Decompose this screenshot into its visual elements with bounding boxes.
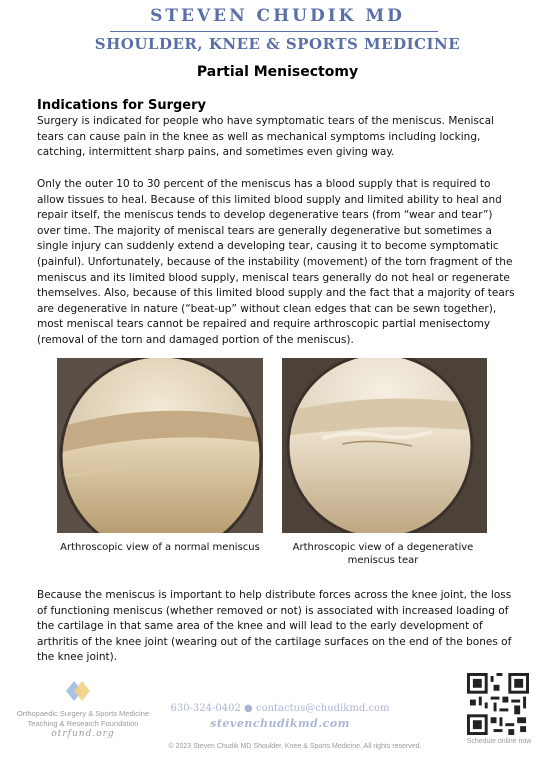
- section-heading: Indications for Surgery: [37, 98, 207, 113]
- website-link[interactable]: stevenchudikmd.com: [210, 717, 350, 730]
- degenerative-meniscus-tear-image: [282, 358, 487, 533]
- foundation-name-line2: Teaching & Research Foundation: [27, 719, 139, 728]
- contact-line: [165, 703, 395, 714]
- page-title: Partial Menisectomy: [196, 64, 359, 80]
- phone-number[interactable]: 630-324-0402: [170, 703, 241, 714]
- email-link[interactable]: contactus@chudikmd.com: [255, 703, 390, 714]
- qr-code-label: Schedule online now: [466, 738, 532, 745]
- separator-dot-icon: ●: [244, 703, 253, 714]
- header-name: STEVEN CHUDIK MD: [150, 6, 405, 26]
- figure-caption-normal: Arthroscopic view of a normal meniscus: [60, 542, 260, 553]
- foundation-name-line1: Orthopaedic Surgery & Sports Medicine: [16, 709, 150, 718]
- foundation-logo: [58, 676, 98, 706]
- qr-code-icon[interactable]: [467, 673, 529, 735]
- normal-meniscus-image: [57, 358, 263, 533]
- paragraph-blood-supply: Only the outer 10 to 30 percent of the meniscus has a blood supply that is required to allow tissues to heal. Because of this limited blood supply and limited ability to heal and repair itself, the meniscus tends to develop degenerative tears (from “wear and tear”) over time. The majority of meniscal tears are generally degenerative but sometimes a single injury can suddenly extend a developing tear, causing it to become symptomatic (painful). Unfortunately, because of the instability (movement) of the torn fragment of the meniscus and its limited blood supply, meniscal tears generally do not heal or regenerate themselves. Also, because of this limited blood supply and the fact that a majority of tears are degenerative in nature (“beat-up” without clean edges that can be sewn together), most meniscal tears cannot be repaired and require arthroscopic partial menisectomy (removal of the torn and damaged portion of the meniscus).: [37, 178, 515, 346]
- figure-caption-degenerative: Arthroscopic view of a degenerative meniscus tear: [292, 542, 474, 566]
- header-divider: [110, 31, 438, 32]
- header-subtitle: SHOULDER, KNEE & SPORTS MEDICINE: [94, 35, 461, 53]
- paragraph-indications: Surgery is indicated for people who have symptomatic tears of the meniscus. Meniscal tears can cause pain in the knee as well as mechanical symptoms including locking, catching, intermittent sharp pains, and sometimes even giving way.: [37, 115, 495, 159]
- paragraph-arthritis-risk: Because the meniscus is important to help distribute forces across the knee joint, the loss of functioning meniscus (whether removed or not) is associated with increased loading of the cartilage in that same area of the knee and will lead to the early development of arthritis of the knee joint (wearing out of the cartilage surfaces on the end of the bones of the knee joint).: [37, 589, 512, 664]
- foundation-url[interactable]: otrfund.org: [51, 729, 115, 739]
- copyright-notice: © 2023 Steven Chudik MD Shoulder, Knee & Sports Medicine. All rights reserved.: [168, 743, 422, 750]
